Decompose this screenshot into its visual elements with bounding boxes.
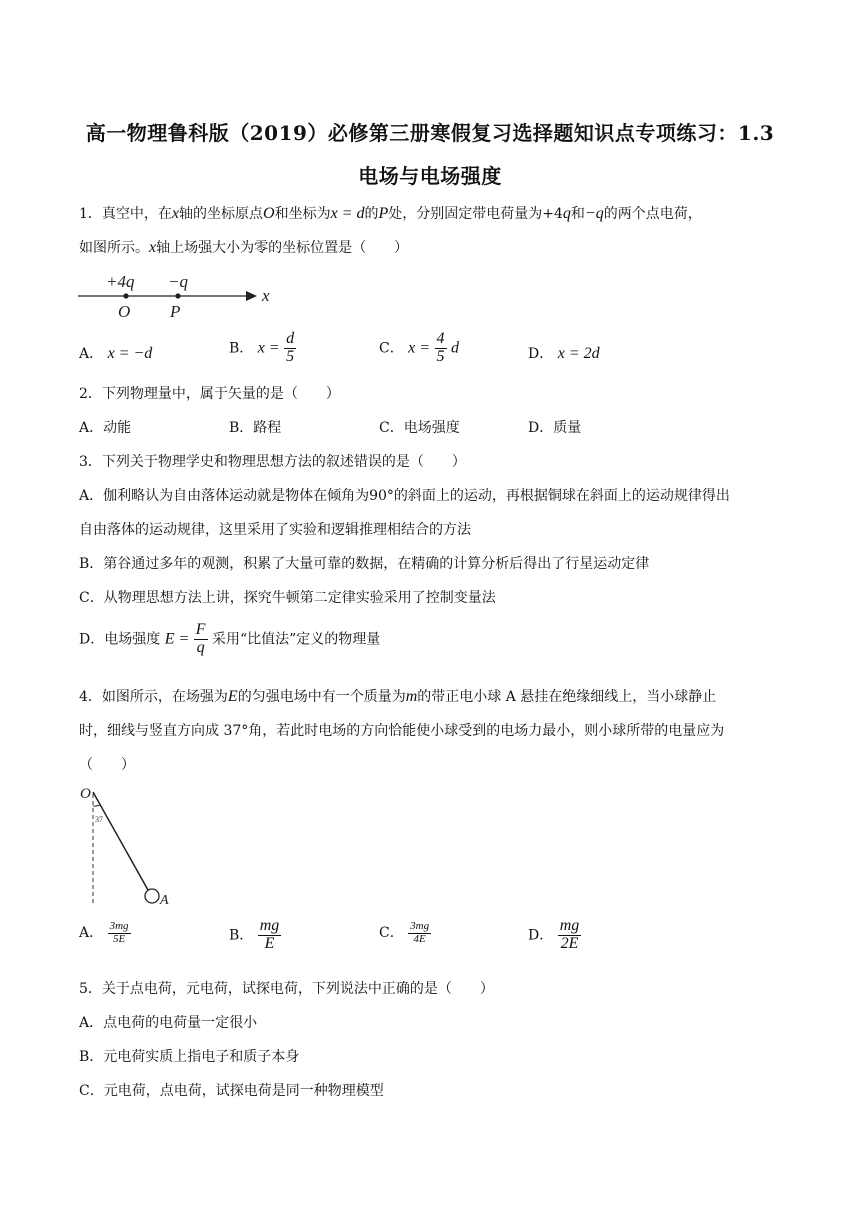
q2-option-c[interactable]: C．电场强度 — [379, 420, 460, 436]
q4-b-fraction: $\frac{mg}{E}$ — [259, 917, 280, 952]
charge1-label: +4q — [106, 272, 135, 291]
document-title-line1: 高一物理鲁科版（2019）必修第三册寒假复习选择题知识点专项练习：1.3 — [85, 121, 775, 145]
q1-coordinate-eq: x = d — [330, 205, 365, 222]
q4-stem-line1: 4．如图所示，在场强为E的匀强电场中有一个质量为m的带正电小球 A 悬挂在绝缘细线上，当小球静止 — [79, 688, 717, 705]
q2-stem: 2．下列物理量中，属于矢量的是（ ） — [79, 386, 340, 402]
q4-option-c[interactable]: C． $\frac{3mg}{4E}$ — [379, 920, 430, 945]
q3-d-fraction: $\frac{F}{q}$ — [195, 621, 206, 656]
q2-option-d[interactable]: D．质量 — [528, 420, 582, 436]
q1-c-fraction: $\frac{4}{5}$ — [436, 330, 445, 365]
q3-option-d[interactable]: D．电场强度 E = $\frac{F}{q}$ 采用“比值法”定义的物理量 — [79, 621, 381, 656]
q1-option-a[interactable]: A． x = −d — [79, 345, 153, 362]
q4-a-fraction: $\frac{3mg}{5E}$ — [109, 920, 129, 945]
document-title-line2: 电场与电场强度 — [358, 164, 502, 188]
q4-pendulum-figure — [78, 780, 188, 910]
charge-P-dot — [175, 293, 180, 298]
q1-stem-line2: 如图所示。x轴上场强大小为零的坐标位置是（ ） — [79, 239, 409, 256]
q5-option-c[interactable]: C．元电荷，点电荷，试探电荷是同一种物理模型 — [79, 1083, 384, 1099]
pivot-O-label: O — [80, 786, 91, 802]
q1-stem-line1: 1．真空中，在x轴的坐标原点O和坐标为x = d的P处，分别固定带电荷量为+4q和−q的两个点电荷， — [79, 205, 702, 222]
thread-line — [93, 792, 148, 890]
q4-option-b[interactable]: B． $\frac{mg}{E}$ — [229, 917, 280, 952]
axis-x-label: x — [262, 286, 270, 305]
q4-d-fraction: $\frac{mg}{2E}$ — [559, 917, 580, 952]
q4-option-a[interactable]: A． $\frac{3mg}{5E}$ — [79, 920, 129, 945]
q2-option-b[interactable]: B．路程 — [229, 420, 282, 436]
q4-stem-line3: （ ） — [79, 757, 135, 773]
q1-b-fraction: $\frac{d}{5}$ — [286, 330, 295, 365]
q3-stem: 3．下列关于物理学史和物理思想方法的叙述错误的是（ ） — [79, 454, 466, 470]
q1-axis-figure — [76, 268, 276, 324]
q5-option-a[interactable]: A．点电荷的电荷量一定很小 — [79, 1015, 258, 1031]
ball-A — [145, 889, 159, 903]
ball-A-label: A — [160, 893, 169, 908]
q3-option-c[interactable]: C．从物理思想方法上讲，探究牛顿第二定律实验采用了控制变量法 — [79, 590, 496, 606]
q1-option-d[interactable]: D． x = 2d — [528, 345, 600, 362]
q5-option-b[interactable]: B．元电荷实质上指电子和质子本身 — [79, 1049, 300, 1065]
q1-option-b[interactable]: B． x = $\frac{d}{5}$ — [229, 330, 295, 365]
q4-stem-line2: 时，细线与竖直方向成 37°角，若此时电场的方向恰能使小球受到的电场力最小，则小球所带的电量应为 — [79, 723, 725, 739]
arrow-head-icon — [246, 291, 257, 301]
charge-O-dot — [123, 293, 128, 298]
q3-option-a-line1[interactable]: A．伽利略认为自由落体运动就是物体在倾角为90°的斜面上的运动，再根据铜球在斜面上的运动规律得出 — [79, 488, 730, 504]
q5-stem: 5．关于点电荷，元电荷，试探电荷，下列说法中正确的是（ ） — [79, 981, 494, 997]
origin-label: O — [118, 302, 131, 321]
q4-c-fraction: $\frac{3mg}{4E}$ — [410, 920, 430, 945]
q3-option-b[interactable]: B．第谷通过多年的观测，积累了大量可靠的数据，在精确的计算分析后得出了行星运动定律 — [79, 556, 650, 572]
angle-label: 37 — [95, 815, 103, 824]
point-P-label: P — [170, 302, 181, 321]
q1-option-c[interactable]: C． x = $\frac{4}{5}$ d — [379, 330, 459, 365]
angle-arc — [93, 805, 100, 806]
q2-option-a[interactable]: A．动能 — [79, 420, 132, 436]
q4-option-d[interactable]: D． $\frac{mg}{2E}$ — [528, 917, 580, 952]
charge2-label: −q — [168, 272, 188, 291]
q3-option-a-line2: 自由落体的运动规律，这里采用了实验和逻辑推理相结合的方法 — [79, 522, 471, 538]
